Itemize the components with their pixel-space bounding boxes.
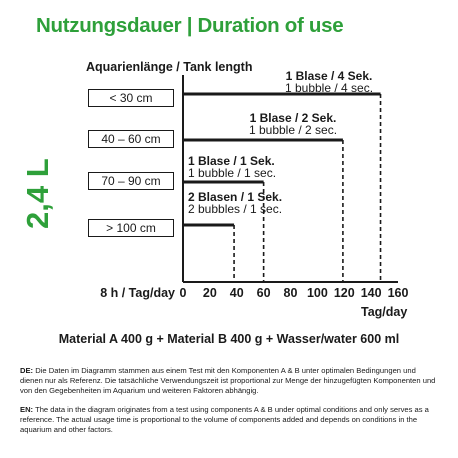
note-en-label: EN: (20, 405, 34, 414)
category-label-over-100: > 100 cm (88, 219, 174, 237)
annotation-line2: 1 bubble / 1 sec. (188, 166, 277, 180)
annotation-under-30 (274, 70, 384, 94)
x-axis-unit-label: Tag/day (361, 305, 408, 319)
note-en-text: The data in the diagram originates from a test using components A & B under optimal conditions and only serves as a reference. The actual usage time is proportional to the volume of components added and depends on conditions in the aquarium and other factors. (20, 405, 429, 434)
category-label-40-60: 40 – 60 cm (88, 130, 174, 148)
annotation-line2: 1 bubble / 2 sec. (248, 123, 338, 137)
annotation-line1: 2 Blasen / 1 Sek. (188, 190, 283, 204)
x-axis-left-label: 8 h / Tag/day (100, 286, 175, 300)
category-label-70-90: 70 – 90 cm (88, 172, 174, 190)
x-tick-label: 160 (387, 286, 409, 300)
y-axis-title: Aquarienlänge / Tank length (86, 60, 253, 74)
note-de-label: DE: (20, 366, 34, 375)
note-de-text: Die Daten im Diagramm stammen aus einem Test mit den Komponenten A & B unter optimalen Bedingungen und dienen nur als Referenz. Die tatsächliche Verwendungszeit ist proportional zur Menge der hinzugefügten Komponenten und von den Gegebenheiten im Aquarium und weiteren Faktoren abhängig. (20, 366, 436, 395)
annotation-line2: 2 bubbles / 1 sec. (188, 202, 283, 216)
x-tick-label: 80 (283, 286, 298, 300)
annotation-line1: 1 Blase / 4 Sek. (285, 69, 373, 83)
annotation-40-60 (238, 112, 348, 136)
x-tick-label: 0 (179, 286, 187, 300)
x-tick-label: 60 (256, 286, 271, 300)
annotation-70-90 (188, 155, 276, 179)
x-tick-label: 40 (229, 286, 244, 300)
annotation-line1: 1 Blase / 1 Sek. (188, 154, 275, 168)
x-tick-label: 100 (306, 286, 328, 300)
note-en (20, 405, 440, 435)
volume-label: 2,4 L (20, 158, 55, 229)
chart-title: Nutzungsdauer | Duration of use (36, 14, 344, 37)
annotation-line1: 1 Blase / 2 Sek. (249, 111, 337, 125)
annotation-line2: 1 bubble / 4 sec. (284, 81, 374, 95)
category-label-under-30: < 30 cm (88, 89, 174, 107)
material-line: Material A 400 g + Material B 400 g + Wasser/water 600 ml (58, 332, 400, 346)
note-de (20, 366, 440, 396)
annotation-over-100 (188, 191, 282, 215)
x-tick-label: 20 (202, 286, 217, 300)
x-tick-label: 120 (333, 286, 355, 300)
x-tick-label: 140 (360, 286, 382, 300)
